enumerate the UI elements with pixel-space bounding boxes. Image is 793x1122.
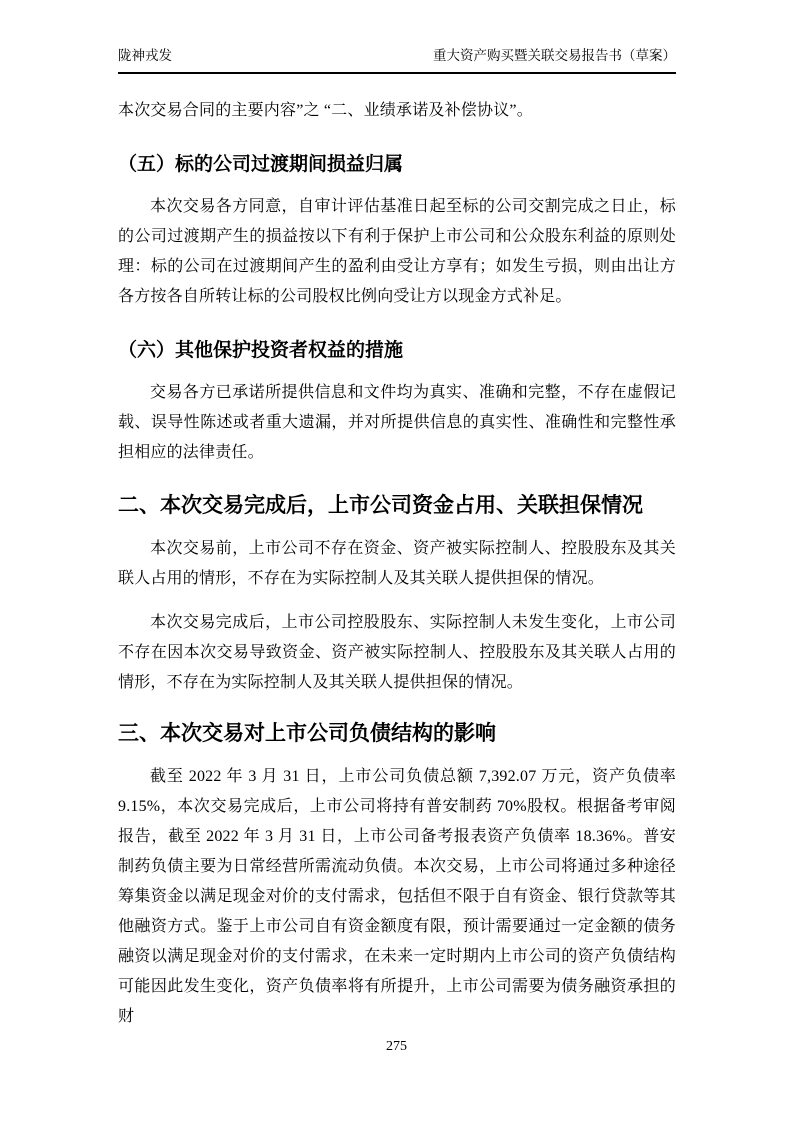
- section-5-paragraph: 本次交易各方同意，自审计评估基准日起至标的公司交割完成之日止，标的公司过渡期产生的损益按以下有利于保护上市公司和公众股东利益的原则处理：标的公司在过渡期间产生的盈利由受让方享有；如发生亏损，则由出让方各方按各自所转让标的公司股权比例向受让方以现金方式补足。: [118, 198, 676, 305]
- header-report-title: 重大资产购买暨关联交易报告书（草案）: [433, 48, 676, 63]
- section-2-paragraph-2: 本次交易完成后，上市公司控股股东、实际控制人未发生变化，上市公司不存在因本次交易导致资金、资产被实际控制人、控股股东及其关联人占用的情形，不存在为实际控制人及其关联人提供担保的情况。: [118, 614, 676, 691]
- header-company-name: 陇神戎发: [118, 48, 172, 63]
- page-number: 275: [386, 1039, 407, 1054]
- section-5-heading: （五）标的公司过渡期间损益归属: [118, 154, 404, 175]
- section-3-paragraph: 截至 2022 年 3 月 31 日，上市公司负债总额 7,392.07 万元，资产负债率 9.15%，本次交易完成后，上市公司将持有普安制药 70%股权。根据备考审阅报告，截至 2022 年 3 月 31 日，上市公司备考报表资产负债率 18.36%。普安制药负债主要为日常经营所需流动负债。本次交易，上市公司将通过多种途径筹集资金以满足现金对价的支付需求，包括但不限于自有资金、银行贷款等其他融资方式。鉴于上市公司自有资金额度有限，预计需要通过一定金额的债务融资以满足现金对价的支付需求，在未来一定时期内上市公司的资产负债结构可能因此发生变化，资产负债率将有所提升，上市公司需要为债务融资承担的财: [118, 768, 676, 1025]
- section-6-paragraph: 交易各方已承诺所提供信息和文件均为真实、准确和完整，不存在虚假记载、误导性陈述或者重大遗漏，并对所提供信息的真实性、准确性和完整性承担相应的法律责任。: [118, 384, 676, 461]
- section-3-heading: 三、本次交易对上市公司负债结构的影响: [118, 722, 496, 745]
- section-6-heading: （六）其他保护投资者权益的措施: [118, 340, 404, 361]
- page-header: [118, 46, 676, 74]
- section-2-paragraph-1: 本次交易前，上市公司不存在资金、资产被实际控制人、控股股东及其关联人占用的情形，不存在为实际控制人及其关联人提供担保的情况。: [118, 540, 676, 587]
- section-2-heading: 二、本次交易完成后，上市公司资金占用、关联担保情况: [118, 494, 643, 517]
- page-footer: [0, 1038, 793, 1056]
- intro-paragraph: 本次交易合同的主要内容”之 “二、业绩承诺及补偿协议”。: [118, 102, 533, 119]
